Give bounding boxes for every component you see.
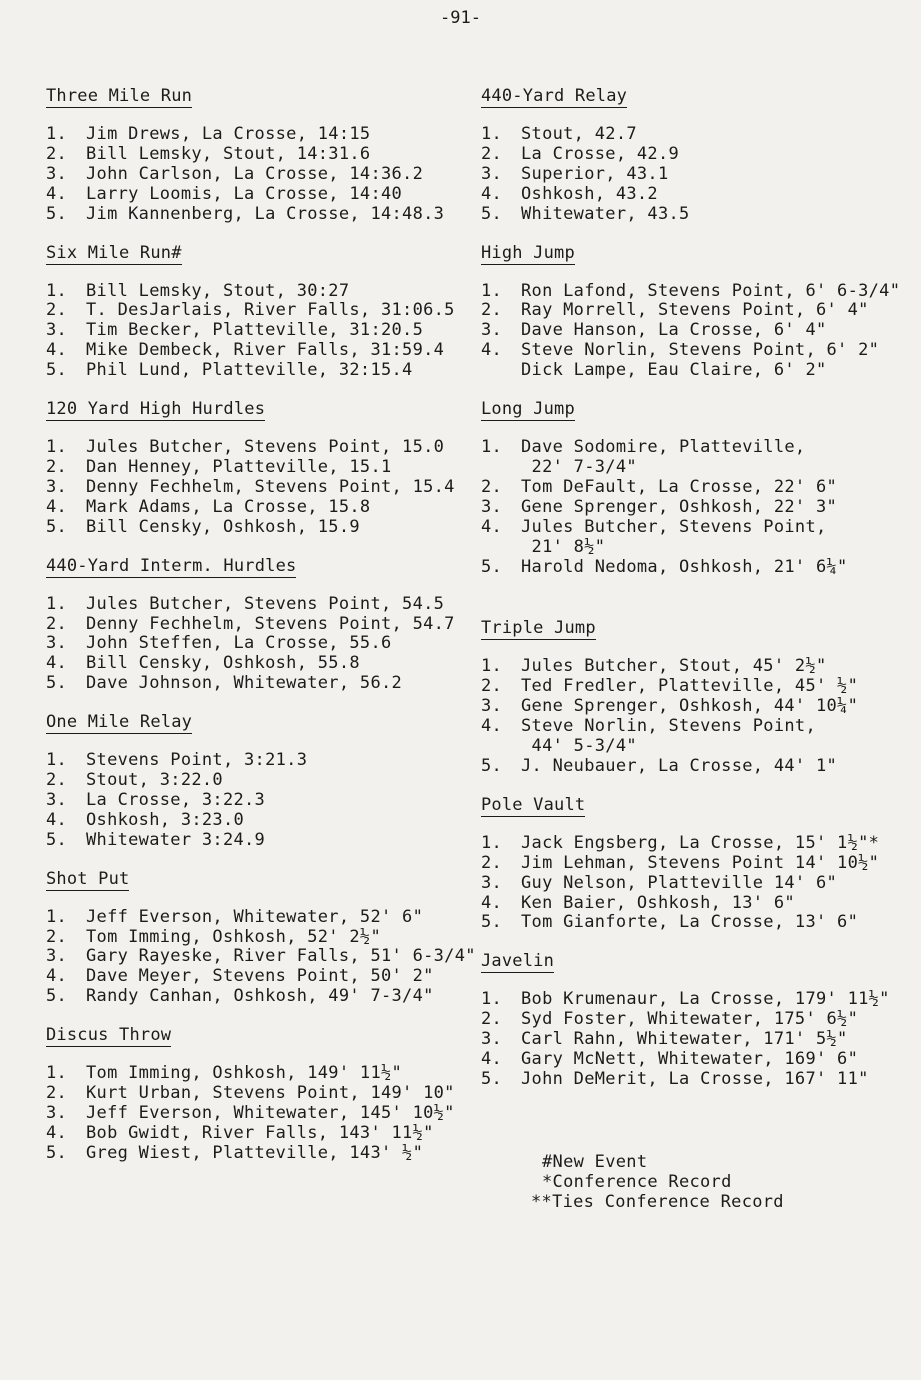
result-text: Tom DeFault, La Crosse, 22' 6" xyxy=(521,476,838,497)
result-text: J. Neubauer, La Crosse, 44' 1" xyxy=(521,755,838,776)
place-number: 4. xyxy=(46,496,68,517)
result-text: Jules Butcher, Stevens Point, 15.0 xyxy=(86,437,445,458)
result-text: Larry Loomis, La Crosse, 14:40 xyxy=(86,183,403,204)
result-row xyxy=(481,301,901,321)
result-row xyxy=(46,791,466,811)
note-conference-record: *Conference Record xyxy=(542,1172,732,1192)
result-text: Guy Nelson, Platteville 14' 6" xyxy=(521,872,838,893)
result-text: T. DesJarlais, River Falls, 31:06.5 xyxy=(86,300,455,321)
result-row xyxy=(481,717,901,757)
event-440-yard-relay xyxy=(481,86,901,225)
result-row xyxy=(46,301,466,321)
result-row xyxy=(481,657,901,677)
event-title: One Mile Relay xyxy=(46,712,193,733)
place-number: 3. xyxy=(46,320,68,341)
result-text: Jim Kannenberg, La Crosse, 14:48.3 xyxy=(86,203,445,224)
place-number: 5. xyxy=(481,1069,503,1089)
event-title: 440-Yard Relay xyxy=(481,86,628,106)
result-row xyxy=(46,125,466,145)
result-text: Oshkosh, 3:23.0 xyxy=(86,809,245,830)
result-row xyxy=(481,125,901,145)
place-number: 3. xyxy=(481,872,503,893)
place-number: 4. xyxy=(46,183,68,204)
result-row xyxy=(481,438,901,478)
result-row xyxy=(481,874,901,894)
place-number: 1. xyxy=(46,906,68,927)
place-number: 1. xyxy=(46,437,68,458)
result-text: Bill Censky, Oshkosh, 55.8 xyxy=(86,653,360,674)
place-number: 4. xyxy=(481,340,503,361)
result-row xyxy=(46,498,466,518)
result-text: Dave Sodomire, Platteville, xyxy=(521,437,806,458)
result-row xyxy=(481,558,901,578)
event-triple-jump xyxy=(481,618,901,776)
result-text: Harold Nedoma, Oshkosh, 21' 6¼" xyxy=(521,556,848,577)
result-text: Phil Lund, Platteville, 32:15.4 xyxy=(86,360,413,381)
result-row xyxy=(481,321,901,341)
result-row xyxy=(481,1070,901,1090)
place-number: 3. xyxy=(46,946,68,967)
place-number: 1. xyxy=(481,280,503,301)
result-row xyxy=(46,1064,466,1084)
place-number: 5. xyxy=(481,556,503,577)
result-row xyxy=(481,185,901,205)
event-title: Javelin xyxy=(481,951,555,972)
result-text: Gene Sprenger, Oshkosh, 22' 3" xyxy=(521,496,838,517)
result-text: Tom Imming, Oshkosh, 149' 11½" xyxy=(86,1063,403,1084)
place-number: 2. xyxy=(481,676,503,697)
result-text: Superior, 43.1 xyxy=(521,163,669,184)
result-text: Bill Censky, Oshkosh, 15.9 xyxy=(86,516,360,537)
result-text: Randy Canhan, Oshkosh, 49' 7-3/4" xyxy=(86,986,434,1007)
result-text: John Carlson, La Crosse, 14:36.2 xyxy=(86,163,424,184)
place-number: 3. xyxy=(481,163,503,184)
result-row xyxy=(46,185,466,205)
result-row xyxy=(46,908,466,928)
result-text: Bob Krumenaur, La Crosse, 179' 11½" xyxy=(521,989,890,1010)
result-row xyxy=(46,771,466,791)
place-number: 1. xyxy=(46,1063,68,1084)
event-javelin xyxy=(481,951,901,1090)
result-text: Dave Meyer, Stevens Point, 50' 2" xyxy=(86,966,434,987)
result-row xyxy=(46,361,466,381)
result-row xyxy=(46,928,466,948)
event-title: Six Mile Run# xyxy=(46,242,182,263)
result-text: Tim Becker, Platteville, 31:20.5 xyxy=(86,320,424,341)
place-number: 2. xyxy=(481,143,503,164)
place-number: 2. xyxy=(46,613,68,634)
left-column xyxy=(46,86,476,1164)
result-row xyxy=(46,458,466,478)
result-text: Dick Lampe, Eau Claire, 6' 2" xyxy=(521,360,827,381)
event-title: Long Jump xyxy=(481,399,575,420)
event-title: 440-Yard Interm. Hurdles xyxy=(46,555,297,576)
result-row xyxy=(481,282,901,302)
place-number: 5. xyxy=(481,755,503,776)
place-number: 5. xyxy=(46,673,68,694)
result-row xyxy=(46,831,466,851)
result-row xyxy=(481,834,901,854)
result-text: Steve Norlin, Stevens Point, 6' 2" xyxy=(521,340,880,361)
result-text: Denny Fechhelm, Stevens Point, 15.4 xyxy=(86,476,455,497)
result-row xyxy=(46,1124,466,1144)
result-text: Bill Lemsky, Stout, 14:31.6 xyxy=(86,143,371,164)
result-text: Jeff Everson, Whitewater, 52' 6" xyxy=(86,906,424,927)
result-row xyxy=(46,478,466,498)
result-text: Kurt Urban, Stevens Point, 149' 10" xyxy=(86,1083,455,1104)
result-row xyxy=(46,946,476,967)
result-row xyxy=(46,811,466,831)
event-title: 120 Yard High Hurdles xyxy=(46,399,266,420)
place-number: 3. xyxy=(481,696,503,717)
result-row xyxy=(46,987,466,1007)
result-text: John DeMerit, La Crosse, 167' 11" xyxy=(521,1069,869,1089)
result-text: Jules Butcher, Stout, 45' 2½" xyxy=(521,656,827,677)
result-row xyxy=(46,1144,466,1164)
event-high-jump xyxy=(481,243,901,382)
result-text: Stout, 3:22.0 xyxy=(86,770,223,791)
page-number: -91- xyxy=(440,8,481,28)
place-number: 2. xyxy=(481,1009,503,1030)
place-number: 3. xyxy=(46,789,68,810)
event-one-mile-relay xyxy=(46,712,466,851)
event-three-mile-run xyxy=(46,86,466,225)
result-row xyxy=(46,1084,466,1104)
result-row xyxy=(481,697,901,717)
result-row xyxy=(46,674,466,694)
footnotes xyxy=(531,1152,784,1212)
place-number: 1. xyxy=(46,280,68,301)
result-text: Ted Fredler, Platteville, 45' ½" xyxy=(521,676,859,697)
result-text: 21' 8½" xyxy=(521,536,606,557)
place-number: 4. xyxy=(46,1122,68,1143)
result-text: 22' 7-3/4" xyxy=(521,456,637,477)
event-title: Pole Vault xyxy=(481,794,586,815)
place-number: 3. xyxy=(481,496,503,517)
place-number: 5. xyxy=(46,516,68,537)
result-row xyxy=(46,438,466,458)
result-text: Dave Hanson, La Crosse, 6' 4" xyxy=(521,320,827,341)
event-title: Discus Throw xyxy=(46,1025,172,1046)
result-text: Jim Drews, La Crosse, 14:15 xyxy=(86,124,371,144)
result-row xyxy=(46,654,466,674)
place-number: 3. xyxy=(46,633,68,654)
event-six-mile-run xyxy=(46,243,466,382)
result-text: Gary Rayeske, River Falls, 51' 6-3/4" xyxy=(86,946,476,967)
result-text: Carl Rahn, Whitewater, 171' 5½" xyxy=(521,1029,848,1050)
result-text: La Crosse, 3:22.3 xyxy=(86,789,266,810)
place-number: 2. xyxy=(46,300,68,321)
result-row xyxy=(481,677,901,697)
result-row xyxy=(46,282,466,302)
place-number: 4. xyxy=(46,340,68,361)
event-440-yard-interm-hurdles xyxy=(46,556,466,695)
event-long-jump xyxy=(481,399,901,577)
result-text: Mike Dembeck, River Falls, 31:59.4 xyxy=(86,340,445,361)
result-row xyxy=(46,145,466,165)
place-number: 1. xyxy=(481,656,503,677)
place-number: 1. xyxy=(46,124,68,144)
result-text: Oshkosh, 43.2 xyxy=(521,183,658,204)
result-text: Gene Sprenger, Oshkosh, 44' 10¼" xyxy=(521,696,859,717)
result-row xyxy=(481,894,901,914)
result-text: Jules Butcher, Stevens Point, 54.5 xyxy=(86,593,445,614)
result-text: Mark Adams, La Crosse, 15.8 xyxy=(86,496,371,517)
place-number: 5. xyxy=(46,829,68,850)
result-text: Jules Butcher, Stevens Point, xyxy=(521,516,827,537)
place-number: 2. xyxy=(46,1083,68,1104)
result-row xyxy=(46,634,466,654)
result-text: John Steffen, La Crosse, 55.6 xyxy=(86,633,392,654)
result-row xyxy=(46,751,466,771)
event-title: Triple Jump xyxy=(481,618,596,639)
place-number: 2. xyxy=(46,770,68,791)
place-number: 3. xyxy=(46,476,68,497)
result-row xyxy=(46,967,466,987)
result-row xyxy=(481,165,901,185)
result-row xyxy=(481,757,901,777)
result-text: Whitewater, 43.5 xyxy=(521,203,690,224)
result-text: Dave Johnson, Whitewater, 56.2 xyxy=(86,673,403,694)
result-text: Ron Lafond, Stevens Point, 6' 6-3/4" xyxy=(521,280,901,301)
result-row xyxy=(46,341,466,361)
event-shot-put xyxy=(46,868,476,1008)
result-text: Syd Foster, Whitewater, 175' 6½" xyxy=(521,1009,859,1030)
result-row xyxy=(481,1050,901,1070)
result-row xyxy=(46,518,466,538)
note-ties-conference-record: **Ties Conference Record xyxy=(531,1192,784,1212)
result-text: Gary McNett, Whitewater, 169' 6" xyxy=(521,1049,859,1070)
place-number: 1. xyxy=(46,593,68,614)
result-text: Denny Fechhelm, Stevens Point, 54.7 xyxy=(86,613,455,634)
event-title: Shot Put xyxy=(46,868,130,889)
result-row xyxy=(481,145,901,165)
result-row xyxy=(46,205,466,225)
place-number: 1. xyxy=(46,750,68,771)
result-row xyxy=(481,478,901,498)
event-discus-throw xyxy=(46,1025,466,1164)
result-row xyxy=(481,341,901,381)
result-row xyxy=(481,1030,901,1050)
event-title: High Jump xyxy=(481,242,575,263)
place-number: 1. xyxy=(481,989,503,1010)
place-number: 2. xyxy=(481,476,503,497)
result-text: Tom Imming, Oshkosh, 52' 2½" xyxy=(86,926,381,947)
place-number: 2. xyxy=(46,456,68,477)
result-text: Greg Wiest, Platteville, 143' ½" xyxy=(86,1142,424,1163)
place-number: 5. xyxy=(46,986,68,1007)
place-number: 4. xyxy=(481,716,503,737)
result-text: La Crosse, 42.9 xyxy=(521,143,680,164)
result-row xyxy=(481,854,901,874)
note-new-event: #New Event xyxy=(542,1152,648,1172)
result-row xyxy=(481,1010,901,1030)
result-text: Dan Henney, Platteville, 15.1 xyxy=(86,456,392,477)
result-text: Stout, 42.7 xyxy=(521,124,637,144)
place-number: 4. xyxy=(46,653,68,674)
place-number: 4. xyxy=(481,516,503,537)
place-number: 4. xyxy=(481,183,503,204)
place-number: 3. xyxy=(46,1103,68,1123)
place-number: 5. xyxy=(481,912,503,933)
right-column xyxy=(481,86,901,1090)
result-text: Bill Lemsky, Stout, 30:27 xyxy=(86,280,350,301)
place-number: 2. xyxy=(46,926,68,947)
place-number: 5. xyxy=(46,360,68,381)
place-number: 1. xyxy=(481,124,503,144)
place-number: 3. xyxy=(481,320,503,341)
result-text: Tom Gianforte, La Crosse, 13' 6" xyxy=(521,912,859,933)
result-row xyxy=(46,165,466,185)
result-text: Jack Engsberg, La Crosse, 15' 1½"* xyxy=(521,832,880,853)
result-text: Jim Lehman, Stevens Point 14' 10½" xyxy=(521,852,880,873)
result-row xyxy=(481,990,901,1010)
result-row xyxy=(481,205,901,225)
result-text: Stevens Point, 3:21.3 xyxy=(86,750,308,771)
result-row xyxy=(46,615,466,635)
place-number: 1. xyxy=(481,832,503,853)
place-number: 4. xyxy=(46,966,68,987)
place-number: 5. xyxy=(46,203,68,224)
place-number: 1. xyxy=(481,437,503,458)
place-number: 2. xyxy=(46,143,68,164)
place-number: 4. xyxy=(46,809,68,830)
place-number: 2. xyxy=(481,852,503,873)
place-number: 5. xyxy=(46,1142,68,1163)
event-title: Three Mile Run xyxy=(46,86,193,106)
result-text: Jeff Everson, Whitewater, 145' 10½" xyxy=(86,1103,455,1123)
place-number: 3. xyxy=(46,163,68,184)
event-pole-vault xyxy=(481,795,901,934)
result-row xyxy=(481,913,901,933)
result-text: Bob Gwidt, River Falls, 143' 11½" xyxy=(86,1122,434,1143)
result-text: Steve Norlin, Stevens Point, xyxy=(521,716,816,737)
result-row xyxy=(481,498,901,518)
result-text: Ray Morrell, Stevens Point, 6' 4" xyxy=(521,300,869,321)
place-number: 5. xyxy=(481,203,503,224)
place-number: 2. xyxy=(481,300,503,321)
result-text: 44' 5-3/4" xyxy=(521,736,637,757)
result-text: Whitewater 3:24.9 xyxy=(86,829,266,850)
place-number: 4. xyxy=(481,1049,503,1070)
result-row xyxy=(46,321,466,341)
result-row xyxy=(46,595,466,615)
result-row xyxy=(46,1104,466,1124)
place-number: 3. xyxy=(481,1029,503,1050)
event-120-yard-high-hurdles xyxy=(46,399,466,538)
result-text: Ken Baier, Oshkosh, 13' 6" xyxy=(521,892,795,913)
place-number: 4. xyxy=(481,892,503,913)
result-row xyxy=(481,518,901,558)
